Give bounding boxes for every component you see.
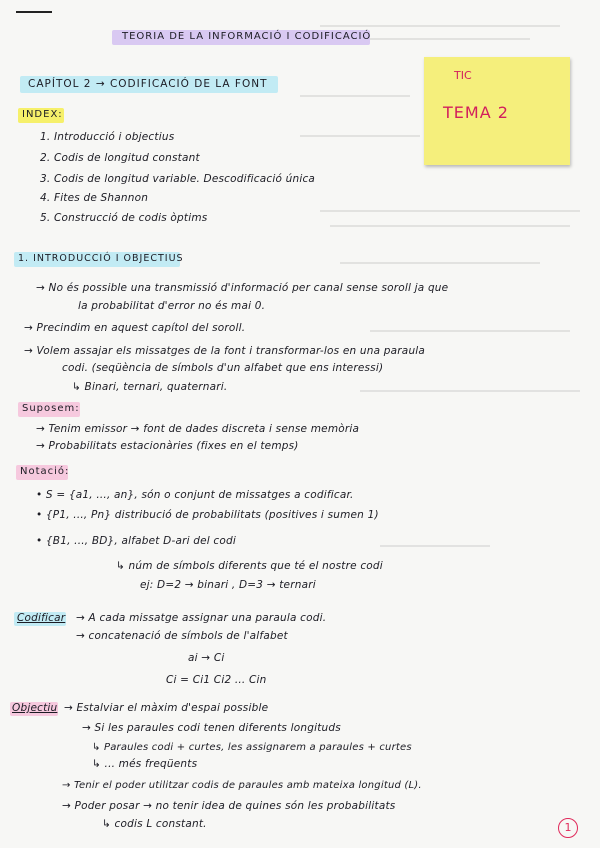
text-line: → Tenim emissor → font de dades discreta i sense memòria: [36, 423, 360, 435]
codificar-label: Codificar: [17, 612, 66, 624]
text-line: ai → Ci: [188, 652, 225, 664]
index-item: 5. Construcció de codis òptims: [40, 212, 208, 224]
text-line: codi. (seqüència de símbols d'un alfabet que ens interessi): [62, 362, 384, 374]
text-line: ↳ codis L constant.: [102, 818, 207, 830]
text-line: → Poder posar → no tenir idea de quines són les probabilitats: [62, 800, 396, 812]
section1-label: 1. INTRODUCCIÓ I OBJECTIUS: [18, 253, 184, 264]
text-line: → Volem assajar els missatges de la font i transformar-los en una paraula: [24, 345, 426, 357]
text-line: ↳ Binari, ternari, quaternari.: [72, 381, 228, 393]
text-line: • {B1, ..., BD}, alfabet D-ari del codi: [36, 535, 237, 547]
text-line: → A cada missatge assignar una paraula codi.: [76, 612, 327, 624]
text-line: ↳ Paraules codi + curtes, les assignarem a paraules + curtes: [92, 742, 412, 753]
text-line: → Precindim en aquest capítol del soroll.: [24, 322, 246, 334]
text-line: → concatenació de símbols de l'alfabet: [76, 630, 288, 642]
text-line: la probabilitat d'error no és mai 0.: [78, 300, 266, 312]
text-line: ↳ ... més freqüents: [92, 758, 198, 770]
chapter-title: CAPÍTOL 2 → CODIFICACIÓ DE LA FONT: [28, 78, 268, 90]
index-item: 4. Fites de Shannon: [40, 192, 149, 204]
index-item: 3. Codis de longitud variable. Descodificació única: [40, 173, 316, 185]
text-line: ↳ núm de símbols diferents que té el nostre codi: [116, 560, 383, 572]
text-line: • S = {a1, ..., an}, són o conjunt de missatges a codificar.: [36, 489, 354, 501]
objectiu-label: Objectiu: [12, 702, 58, 714]
text-line: Ci = Ci1 Ci2 ... Cin: [166, 674, 267, 686]
text-line: → Probabilitats estacionàries (fixes en el temps): [36, 440, 299, 452]
top-rule: [16, 11, 52, 13]
text-line: → Estalviar el màxim d'espai possible: [64, 702, 269, 714]
index-item: 1. Introducció i objectius: [40, 131, 175, 143]
text-line: → No és possible una transmissió d'informació per canal sense soroll ja que: [36, 282, 449, 294]
index-item: 2. Codis de longitud constant: [40, 152, 200, 164]
sticky-line-1: TIC: [454, 69, 472, 82]
page-number: 1: [558, 818, 578, 838]
text-line: → Tenir el poder utilitzar codis de paraules amb mateixa longitud (L).: [62, 780, 422, 791]
sticky-note: [424, 57, 570, 165]
index-label: INDEX:: [22, 109, 63, 120]
sticky-line-2: TEMA 2: [443, 103, 509, 122]
suposem-label: Suposem:: [22, 403, 80, 414]
text-line: ej: D=2 → binari , D=3 → ternari: [140, 579, 316, 591]
notacio-label: Notació:: [20, 466, 70, 477]
text-line: • {P1, ..., Pn} distribució de probabilitats (positives i sumen 1): [36, 509, 379, 521]
text-line: → Si les paraules codi tenen diferents longituds: [82, 722, 341, 734]
page-title: TEORIA DE LA INFORMACIÓ I CODIFICACIÓ: [122, 31, 372, 42]
